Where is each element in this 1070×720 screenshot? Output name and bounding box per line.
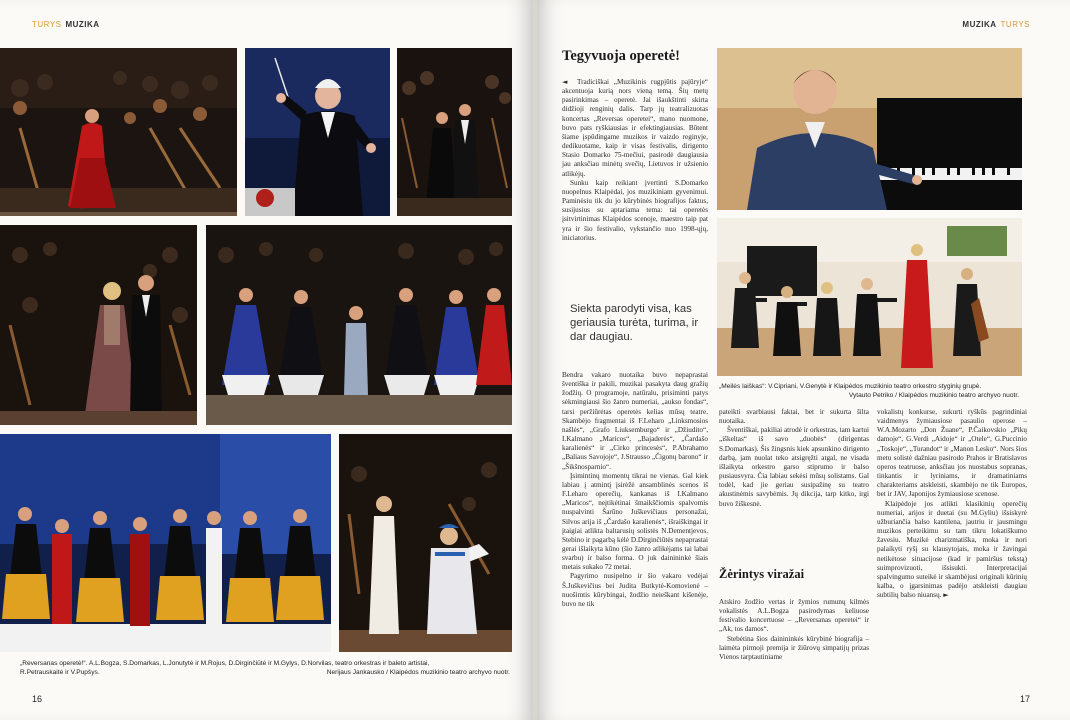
col4-paragraph: Klaipėdoje jos atlikti klasikinių operečių numeriai, arijos ir duetai (su M.Gyliu) išsiskyrė užburiančia balso kantilena, jautriu ir jausmingu muzikos perteikimu su tam tikru lokatiškumo žavesiu. Muzikė charizmatiška, moka ir nori palaikyti ryšį su klausytojais, moka ir žavingai netikėtose situacijose (kad ir pamiršus tekstą) suimprovizuoti, išsisukti. Interpretacijai spalvingumo suteikė ir skambėjusi originali kūrinių kalba, o įgarsinimas padėjo atskleisti daugiau subtilių balso niuansų. ► <box>877 499 1027 600</box>
caption-left-line1: „Reversanas operetė!“. A.L.Bogza, S.Domarkas, L.Jonutytė ir M.Rojus, D.Dirginčiūtė ir M.Gylys, D.Norvilas, teatro orkestras ir baleto artistai, <box>20 660 430 667</box>
page-number-right: 17 <box>1019 694 1030 704</box>
column-2 <box>562 371 708 609</box>
col2-paragraph: Pagyrimo nusipelno ir šio vakaro vedėjai Š.Juškevičius bei Judita Butkytė-Komovienė – nuošimtis kūrybingai, žodžio neieškant kišenėje, buvo ne tik <box>562 572 708 608</box>
left-running-header <box>32 20 100 29</box>
photo-pianist <box>717 48 1022 210</box>
col2-paragraph: Bendra vakaro nuotaika buvo nepaprastai šventiška ir pakili, muzikai pasakyta daug gražių žodžių. O programoje, natūralu, prisiminti patys sėkmingiausi šio žanro numeriai, „aukso fondas“, tarsi peržiūrėtas operetės kelias mūsų teatre. Skambėjo fragmentai iš F.Leharo „Linksmosios našlės“, „Grafo Liuksemburgo“ ir „Džiudito“, I.Kalmano „Maricos“, „Bajaderės“, „Čardašo karalienės“ ir „Cirko princesės“, P.Abrahamo „Baliaus Savojoje“, J.Strausso „Čigonų barono“ ir „Šikšnosparnio“. <box>562 371 708 471</box>
column-4 <box>877 408 1027 600</box>
pull-quote: Siekta parodyti visa, kas geriausia turėta, turima, ir dar daugiau. <box>570 303 699 343</box>
photo-couple-duet <box>0 225 197 425</box>
photo-string-ensemble <box>717 218 1022 376</box>
photo-comedic-duo <box>339 434 512 652</box>
photo-conductor <box>245 48 390 216</box>
photo-duet-black-dresses <box>397 48 512 216</box>
left-page <box>0 0 533 720</box>
col2-paragraph: Įsimintinų momentų tikrai ne vienas. Gal kiek labiau į atmintį įsirėžė ansamblinės scenos iš F.Leharo operečių, kankanas iš I.Kalmano „Maricos“, neįtikėtinai šmaikščiomis spalvomis nuspalvinti Šarūno Juškevičiaus personažai, Silvos arija iš „Čardašo karalienės“, išraiškingai ir įtaigiai atlikta baltarusių solistės N.Dementjevos. Stebino ir pagarbą kėlė D.Dirginčiūtės nepaprastai gerai išlaikyta kūno (šio žanro atlikėjams tai labai svarbu) ir balso forma. O juk dainininkė šiais metais sukako 72 metai. <box>562 471 708 572</box>
right-triangle-icon: ► <box>943 591 949 600</box>
caption-left <box>20 660 510 677</box>
column-3 <box>719 408 869 509</box>
paragraph-2: Sunku kaip reikiant įvertinti S.Domarko nuopelnus Klaipėdai, jos muzikiniam gyvenimui. Paminėsiu tik du jo kūrybinės biografijos faktus, susijusius su aptariama tema: tai operetės įsitvirtinimas Klaipėdos scenoje, maestro taip pat yra ir šio festivalio, vykstančio nuo 1998-ųjų, iniciatorius. <box>562 178 708 242</box>
brand-logo-left: TURYS <box>32 20 62 29</box>
column-1 <box>562 78 708 243</box>
caption-right <box>719 383 1019 400</box>
photo-ensemble-dancers <box>206 225 512 425</box>
right-running-header <box>962 20 1030 29</box>
section-label-right: MUZIKA <box>962 20 997 29</box>
col3-paragraph: Šventiškai, pakiliai atrodė ir orkestras, tam kartui „iškeltas“ iš savo „duobės“ (dirigentas S.Domarkas). Šis žingsnis kiek apsunkino dirigento darbą, jam nuolat teko atsigręžti atgal, ne visada išlaikyta orkestro garso stiprumo ir balso pusiausvyra. Čia labiau sekėsi mūsų solistams. Gal todėl, kad jie geriau susipažinę su teatro akustinėmis savybėmis. Jų dikcija, tarp kitko, irgi buvo žiškesnė. <box>719 426 869 508</box>
col3-paragraph: Atskiro žodžio vertas ir žymios rumunų kilmės vokalistės A.L.Bogza pasirodymas keliuose festivalio koncertuose – „Reversanas operetei“ ir „Ak, tos damos“. <box>719 598 869 634</box>
page-number-left: 16 <box>32 694 43 704</box>
col4-paragraph: vokalistų konkurse, sukurti ryškūs pagrindiniai vaidmenys žymiausiose pasaulio operose – W.A.Mozarto „Don Žuane“, P.Čaikovskio „Pikų damoje“, G.Verdi „Aidoje“ ir „Otele“, G.Puccinio „Toskoje“, „Turandot“ ir „Manon Lesko“. Nors šios metu solistė dažniau pasirodo Prahos ir Bratislavos operos teatruose, anksčiau jos nuostabus sopranas, tinkantis ir lyriniams, ir dramatiniams charakteriams atskleisti, skambėjo ne tik Europos, bet ir JAV, Japonijos žymiausiose scenose. <box>877 408 1027 499</box>
caption-left-line2: R.Petrauskaitė ir V.Pupšys. <box>20 668 100 676</box>
lead-paragraph: ◄ Tradiciškai „Muzikinis rugpjūtis pajūryje“ akcentuoja kurią nors vieną temą. Šių metų pasirinkimas – operetė. Jai išaukštinti skirta didžioji renginių dalis. Tarp jų teatralizuotas koncertas „Reversas operetei“, mano nuomone, buvo pats ryškiausias ir efektingiausias. Būtent šiame įspūdingame muzikos ir vaizdo reginyje, dedikuotame, kaip ir visas festivalis, dirigento Stasio Domarko 75-mečiui, pasirodė daugiausia jau anksčiau minėtų svečių, Lietuvos ir užsienio atlikėjų. <box>562 78 708 178</box>
caption-right-line1: „Meilės laiškas“: V.Cipriani, V.Genytė ir Klaipėdos muzikinio teatro orkestro styginių grupė. <box>719 383 982 390</box>
subheading: Žėrintys viražai <box>719 567 805 581</box>
caption-right-credit: Vytauto Petriko / Klaipėdos muzikinio teatro archyvo nuotr. <box>848 391 1019 399</box>
right-page <box>537 0 1070 720</box>
left-triangle-icon: ◄ <box>562 78 568 86</box>
photo-soprano-red-dress <box>0 48 237 216</box>
brand-logo-right: TURYS <box>1000 20 1030 29</box>
section-label-left: MUZIKA <box>65 20 100 29</box>
photo-cancan-dancers <box>0 434 331 652</box>
col3-paragraph: Stebėtina šios dainininkės kūrybinė biografija – laimėta pirmoji premija ir žiūrovų simpatijų prizas Vienos tarptautiniame <box>719 634 869 661</box>
col3-paragraph: pateikti svarbiausi faktai, bet ir sukurta šilta nuotaika. <box>719 408 869 426</box>
caption-left-credit: Nerijaus Jankausko / Klaipėdos muzikinio teatro archyvo nuotr. <box>326 668 510 676</box>
column-3b <box>719 598 869 662</box>
article-title: Tegyvuoja operetė! <box>562 48 680 64</box>
